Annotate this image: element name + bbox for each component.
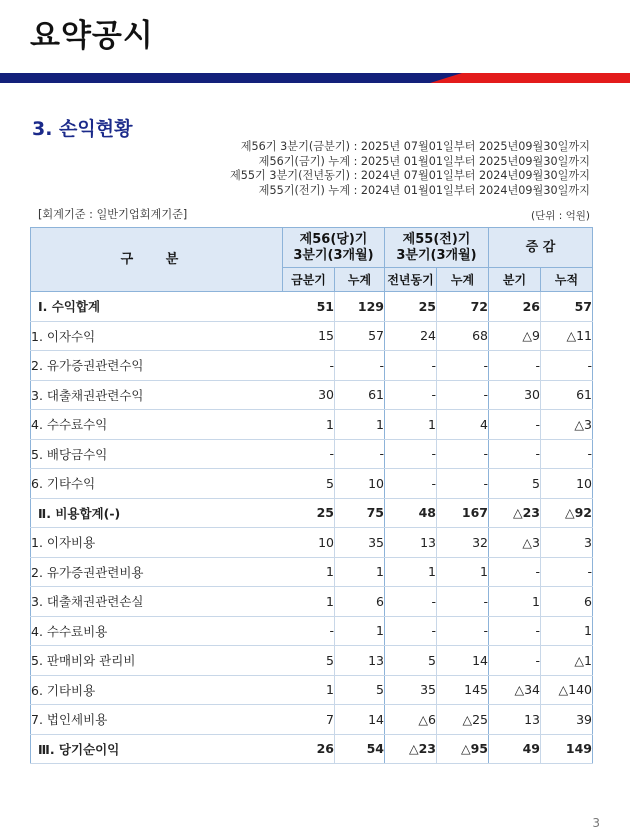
value-cell: △95 — [437, 734, 489, 764]
page-title: 요약공시 — [30, 18, 154, 54]
value-cell: 51 — [283, 292, 335, 322]
value-cell: - — [335, 439, 385, 469]
value-cell: △11 — [541, 321, 593, 351]
row-label: 3. 대출채권관련수익 — [31, 380, 283, 410]
value-cell: △23 — [385, 734, 437, 764]
unit-label: (단위 : 억원) — [531, 210, 590, 222]
row-label: Ⅲ. 당기순이익 — [31, 734, 283, 764]
value-cell: 75 — [335, 498, 385, 528]
value-cell: 48 — [385, 498, 437, 528]
value-cell: - — [283, 439, 335, 469]
header-accent-stripe — [430, 73, 630, 83]
table-row — [31, 351, 593, 381]
header-current-period — [283, 228, 385, 268]
value-cell: - — [385, 351, 437, 381]
value-cell: 15 — [283, 321, 335, 351]
value-cell: - — [437, 439, 489, 469]
period-list — [230, 140, 590, 198]
value-cell: - — [541, 557, 593, 587]
value-cell: 30 — [283, 380, 335, 410]
value-cell: 129 — [335, 292, 385, 322]
table-row — [31, 705, 593, 735]
value-cell: 25 — [283, 498, 335, 528]
value-cell: △34 — [489, 675, 541, 705]
table-row — [31, 587, 593, 617]
value-cell: 1 — [335, 616, 385, 646]
header-prior-line2: 3분기(3개월) — [396, 247, 477, 263]
table-total-row — [31, 292, 593, 322]
value-cell: △6 — [385, 705, 437, 735]
value-cell: 167 — [437, 498, 489, 528]
row-label: 4. 수수료수익 — [31, 410, 283, 440]
value-cell: 1 — [335, 410, 385, 440]
value-cell: 5 — [283, 646, 335, 676]
page-number: 3 — [592, 816, 600, 830]
value-cell: - — [489, 646, 541, 676]
value-cell: - — [385, 380, 437, 410]
period-line: 제56기(금기) 누계 : 2025년 01월01일부터 2025년09월30일까지 — [258, 154, 590, 168]
value-cell: 7 — [283, 705, 335, 735]
value-cell: 3 — [541, 528, 593, 558]
value-cell: - — [489, 557, 541, 587]
value-cell: 32 — [437, 528, 489, 558]
value-cell: 149 — [541, 734, 593, 764]
value-cell: - — [385, 439, 437, 469]
value-cell: △25 — [437, 705, 489, 735]
value-cell: 5 — [489, 469, 541, 499]
value-cell: - — [437, 469, 489, 499]
value-cell: △3 — [541, 410, 593, 440]
subheader-cell: 분기 — [489, 268, 541, 292]
value-cell: 1 — [283, 587, 335, 617]
table-row — [31, 646, 593, 676]
value-cell: 26 — [489, 292, 541, 322]
subheader-cell: 누적 — [541, 268, 593, 292]
table-row — [31, 557, 593, 587]
table-row — [31, 528, 593, 558]
value-cell: - — [385, 616, 437, 646]
row-label: 5. 배당금수익 — [31, 439, 283, 469]
value-cell: 6 — [541, 587, 593, 617]
table-row — [31, 321, 593, 351]
row-label: 6. 기타수익 — [31, 469, 283, 499]
row-label: 6. 기타비용 — [31, 675, 283, 705]
table-row — [31, 380, 593, 410]
value-cell: 5 — [335, 675, 385, 705]
value-cell: 54 — [335, 734, 385, 764]
value-cell: 1 — [541, 616, 593, 646]
row-label: 2. 유가증권관련비용 — [31, 557, 283, 587]
value-cell: 35 — [385, 675, 437, 705]
period-line: 제56기 3분기(금분기) : 2025년 07월01일부터 2025년09월30일까지 — [240, 140, 590, 153]
value-cell: 35 — [335, 528, 385, 558]
value-cell: 1 — [283, 675, 335, 705]
row-label: 7. 법인세비용 — [31, 705, 283, 735]
table-total-row — [31, 734, 593, 764]
period-line: 제55기(전기) 누계 : 2024년 01월01일부터 2024년09월30일까지 — [258, 183, 590, 197]
header-prior-period — [385, 228, 489, 268]
value-cell: 1 — [489, 587, 541, 617]
value-cell: 39 — [541, 705, 593, 735]
value-cell: 30 — [489, 380, 541, 410]
value-cell: 5 — [283, 469, 335, 499]
value-cell: 6 — [335, 587, 385, 617]
value-cell: 5 — [385, 646, 437, 676]
header-change: 증 감 — [489, 228, 593, 268]
value-cell: 25 — [385, 292, 437, 322]
table-row — [31, 469, 593, 499]
header-current-line1: 제56(당)기 — [299, 231, 368, 247]
value-cell: - — [385, 587, 437, 617]
row-label: Ⅰ. 수익합계 — [31, 292, 283, 322]
value-cell: 14 — [335, 705, 385, 735]
value-cell: 14 — [437, 646, 489, 676]
value-cell: - — [489, 410, 541, 440]
row-label: 2. 유가증권관련수익 — [31, 351, 283, 381]
value-cell: 1 — [283, 410, 335, 440]
value-cell: 1 — [385, 410, 437, 440]
value-cell: 1 — [335, 557, 385, 587]
value-cell: 1 — [283, 557, 335, 587]
table-row — [31, 439, 593, 469]
value-cell: - — [489, 616, 541, 646]
table-total-row — [31, 498, 593, 528]
value-cell: △92 — [541, 498, 593, 528]
value-cell: 26 — [283, 734, 335, 764]
value-cell: - — [437, 351, 489, 381]
value-cell: - — [541, 351, 593, 381]
value-cell: 24 — [385, 321, 437, 351]
subheader-cell: 누계 — [335, 268, 385, 292]
section-title: 3. 손익현황 — [32, 118, 133, 140]
header-prior-line1: 제55(전)기 — [402, 231, 471, 247]
value-cell: △3 — [489, 528, 541, 558]
value-cell: - — [283, 616, 335, 646]
value-cell: 1 — [437, 557, 489, 587]
value-cell: 61 — [335, 380, 385, 410]
table-row — [31, 410, 593, 440]
row-label: 3. 대출채권관련손실 — [31, 587, 283, 617]
value-cell: △1 — [541, 646, 593, 676]
row-label: 1. 이자수익 — [31, 321, 283, 351]
value-cell: - — [489, 439, 541, 469]
value-cell: 68 — [437, 321, 489, 351]
row-label: 4. 수수료비용 — [31, 616, 283, 646]
row-label: 1. 이자비용 — [31, 528, 283, 558]
value-cell: 1 — [385, 557, 437, 587]
value-cell: - — [437, 380, 489, 410]
value-cell: - — [437, 587, 489, 617]
value-cell: 13 — [385, 528, 437, 558]
value-cell: 10 — [335, 469, 385, 499]
subheader-cell: 전년동기 — [385, 268, 437, 292]
accounting-basis: [회계기준 : 일반기업회계기준] — [38, 208, 188, 221]
value-cell: - — [541, 439, 593, 469]
value-cell: 13 — [335, 646, 385, 676]
value-cell: 57 — [541, 292, 593, 322]
value-cell: 145 — [437, 675, 489, 705]
row-label: Ⅱ. 비용합계(-) — [31, 498, 283, 528]
value-cell: △23 — [489, 498, 541, 528]
table-row — [31, 616, 593, 646]
value-cell: 13 — [489, 705, 541, 735]
value-cell: 10 — [541, 469, 593, 499]
value-cell: △140 — [541, 675, 593, 705]
value-cell: △9 — [489, 321, 541, 351]
header-current-line2: 3분기(3개월) — [293, 247, 374, 263]
subheader-cell: 누계 — [437, 268, 489, 292]
value-cell: - — [385, 469, 437, 499]
period-line: 제55기 3분기(전년동기) : 2024년 07월01일부터 2024년09월30일까지 — [229, 169, 590, 182]
value-cell: 72 — [437, 292, 489, 322]
value-cell: - — [283, 351, 335, 381]
header-category: 구 분 — [31, 228, 283, 292]
row-label: 5. 판매비와 관리비 — [31, 646, 283, 676]
table-row — [31, 675, 593, 705]
value-cell: - — [489, 351, 541, 381]
value-cell: 61 — [541, 380, 593, 410]
income-statement-table — [30, 227, 593, 764]
subheader-cell: 금분기 — [283, 268, 335, 292]
value-cell: 49 — [489, 734, 541, 764]
value-cell: 4 — [437, 410, 489, 440]
value-cell: - — [437, 616, 489, 646]
value-cell: 10 — [283, 528, 335, 558]
value-cell: - — [335, 351, 385, 381]
value-cell: 57 — [335, 321, 385, 351]
